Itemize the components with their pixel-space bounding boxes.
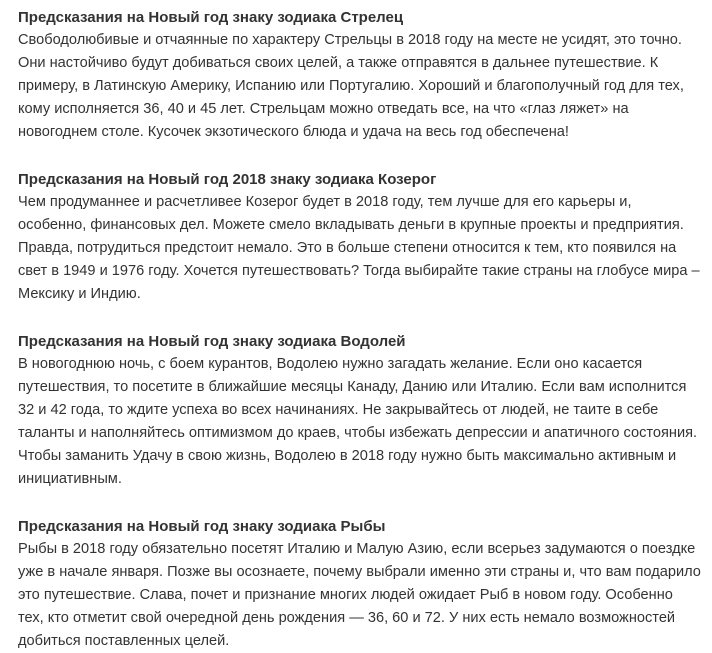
section-text: Чем продуманнее и расчетливее Козерог будет в 2018 году, тем лучше для его карьеры и, особенно, финансовых дел. Можете смело вкладывать деньги в крупные проекты и предприятия. Правда, потрудиться предстоит немало. Это в больше степени относится к тем, кто появился на свет в 1949 и 1976 году. Хочется путешествовать? Тогда выбирайте такие страны на глобусе мира – Мексику и Индию. (18, 194, 700, 302)
section-text: Рыбы в 2018 году обязательно посетят Италию и Малую Азию, если всерьез задумаются о поездке уже в начале января. Позже вы осознаете, почему выбрали именно эти страны и, что вам подарило это путешествие. Слава, почет и признание многих людей ожидает Рыб в новом году. Особенно тех, кто отметит свой очередной день рождения — 36, 60 и 72. У них есть немало возможностей добиться поставленных целей. (18, 541, 701, 649)
section-text: Свободолюбивые и отчаянные по характеру Стрельцы в 2018 году на месте не усидят, это точно. Они настойчиво будут добиваться своих целей, а также отправятся в дальнее путешествие. К примеру, в Латинскую Америку, Испанию или Португалию. Хороший и благополучный год для тех, кому исполняется 36, 40 и 45 лет. Стрельцам можно отведать все, на что «глаз ляжет» на новогоднем столе. Кусочек экзотического блюда и удача на весь год обеспечена! (18, 32, 684, 140)
section-capricorn (18, 168, 702, 306)
section-sagittarius (18, 6, 702, 144)
section-text: В новогоднюю ночь, с боем курантов, Водолею нужно загадать желание. Если оно касается путешествия, то посетите в ближайшие месяцы Канаду, Данию или Италию. Если вам исполнится 32 и 42 года, то ждите успеха во всех начинаниях. Не закрывайтесь от людей, не таите в себе таланты и наполняйтесь оптимизмом до краев, чтобы избежать депрессии и апатичного состояния. Чтобы заманить Удачу в свою жизнь, Водолею в 2018 году нужно быть максимально активным и инициативным. (18, 356, 698, 487)
section-title: Предсказания на Новый год знаку зодиака Стрелец (18, 9, 404, 26)
section-pisces (18, 515, 702, 653)
section-title: Предсказания на Новый год 2018 знаку зодиака Козерог (18, 171, 437, 188)
section-aquarius (18, 330, 702, 491)
section-title: Предсказания на Новый год знаку зодиака Водолей (18, 333, 406, 350)
section-title: Предсказания на Новый год знаку зодиака Рыбы (18, 518, 386, 535)
